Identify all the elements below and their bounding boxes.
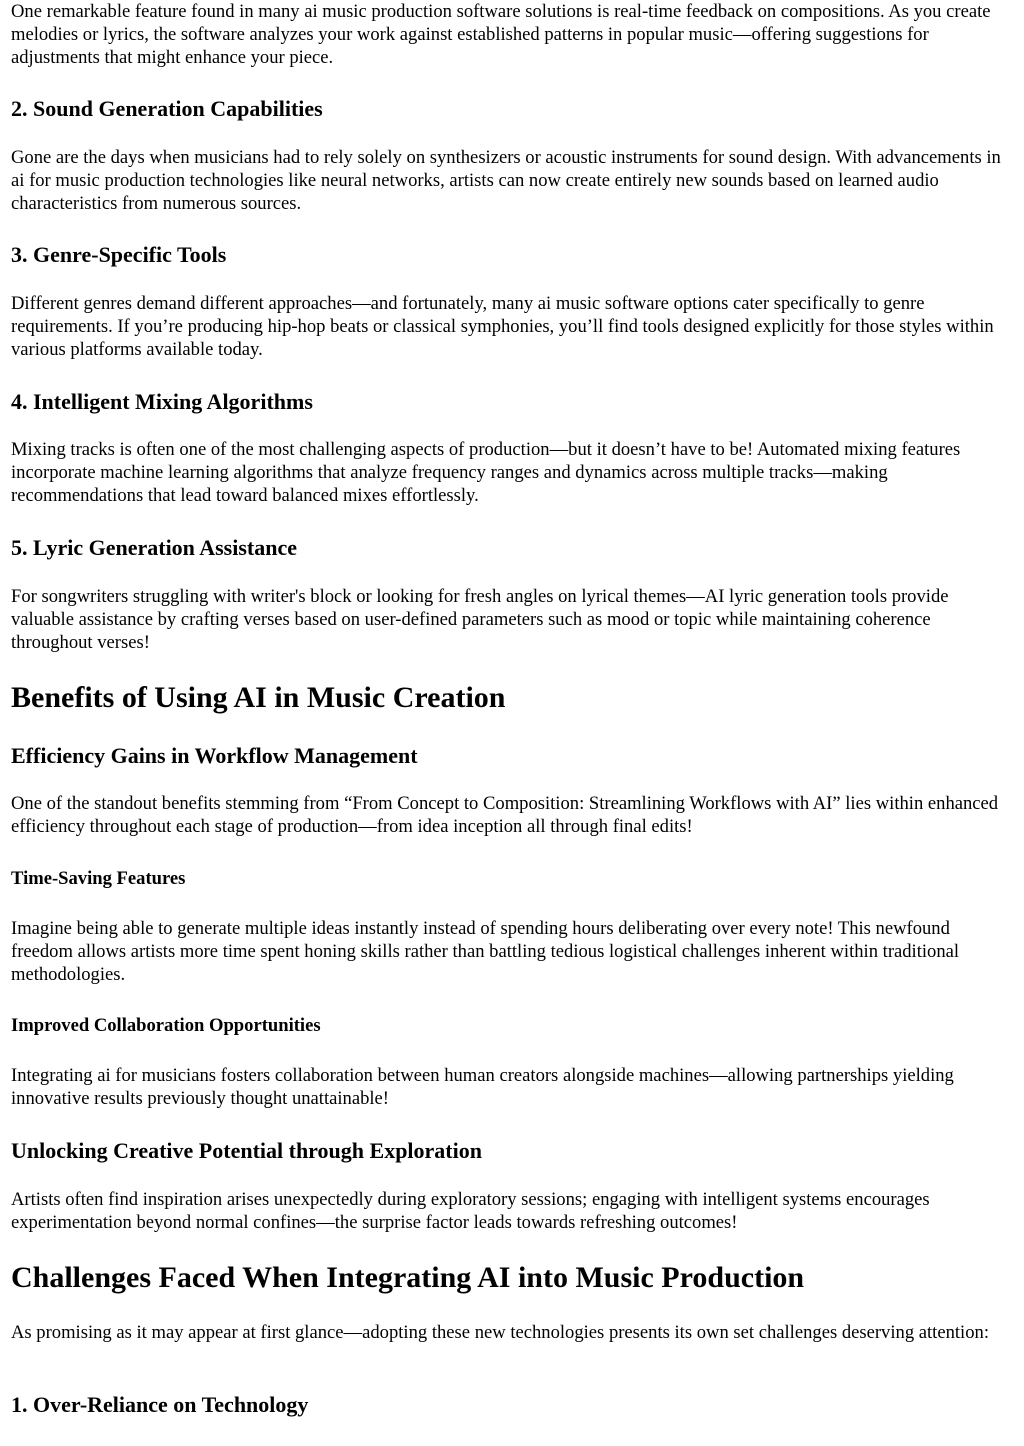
feature-body-lyric-generation: For songwriters struggling with writer's block or looking for fresh angles on lyrical themes—AI lyric generation tools provide valuable assistance by crafting verses based on user-defined parameters such as mood or topic while maintaining coherence throughout verses! [11, 586, 949, 654]
section-title-challenges: Challenges Faced When Integrating AI into Music Production [11, 1261, 805, 1294]
subsection-heading-creative: Unlocking Creative Potential through Exploration [11, 1138, 482, 1163]
feature-heading-mixing: 4. Intelligent Mixing Algorithms [11, 389, 313, 414]
subsection-heading-efficiency: Efficiency Gains in Workflow Management [11, 743, 418, 768]
feature-body-sound-generation: Gone are the days when musicians had to rely solely on synthesizers or acoustic instruments for sound design. With advancements in ai for music production technologies like neural networks, artists can now create entirely new sounds based on learned audio characteristics from numerous sources. [11, 147, 1001, 215]
minor-body-collaboration: Integrating ai for musicians fosters collaboration between human creators alongside machines—allowing partnerships yielding innovative results previously thought unattainable! [11, 1065, 954, 1110]
subsection-body-creative: Artists often find inspiration arises unexpectedly during exploratory sessions; engaging with intelligent systems encourages experimentation beyond normal confines—the surprise factor leads towards refreshing outcomes! [11, 1189, 930, 1234]
feature-body-genre-tools: Different genres demand different approaches—and fortunately, many ai music software options cater specifically to genre requirements. If you’re producing hip-hop beats or classical symphonies, you’ll find tools designed explicitly for those styles within various platforms available today. [11, 293, 994, 361]
feature-heading-genre-tools: 3. Genre-Specific Tools [11, 242, 227, 267]
challenges-intro: As promising as it may appear at first glance—adopting these new technologies presents its own set challenges deserving attention: [11, 1322, 989, 1343]
intro-paragraph: One remarkable feature found in many ai music production software solutions is real-time feedback on compositions. As you create melodies or lyrics, the software analyzes your work against established patterns in popular music—offering suggestions for adjustments that might enhance your piece. [11, 1, 991, 69]
feature-heading-sound-generation: 2. Sound Generation Capabilities [11, 96, 323, 121]
minor-heading-time-saving: Time-Saving Features [11, 868, 186, 889]
subsection-body-efficiency: One of the standout benefits stemming from “From Concept to Composition: Streamlining Workflows with AI” lies within enhanced efficiency throughout each stage of production—from idea inception all through final edits! [11, 793, 999, 838]
section-title-benefits: Benefits of Using AI in Music Creation [11, 681, 506, 714]
feature-heading-lyric-generation: 5. Lyric Generation Assistance [11, 535, 297, 560]
challenge-heading-over-reliance: 1. Over-Reliance on Technology [11, 1392, 309, 1417]
minor-body-time-saving: Imagine being able to generate multiple ideas instantly instead of spending hours deliberating over every note! This newfound freedom allows artists more time spent honing skills rather than battling tedious logistical challenges inherent within traditional methodologies. [11, 918, 960, 986]
feature-body-mixing: Mixing tracks is often one of the most challenging aspects of production—but it doesn’t have to be! Automated mixing features incorporate machine learning algorithms that analyze frequency ranges and dynamics across multiple tracks—making recommendations that lead toward balanced mixes effortlessly. [11, 439, 961, 507]
minor-heading-collaboration: Improved Collaboration Opportunities [11, 1015, 321, 1036]
